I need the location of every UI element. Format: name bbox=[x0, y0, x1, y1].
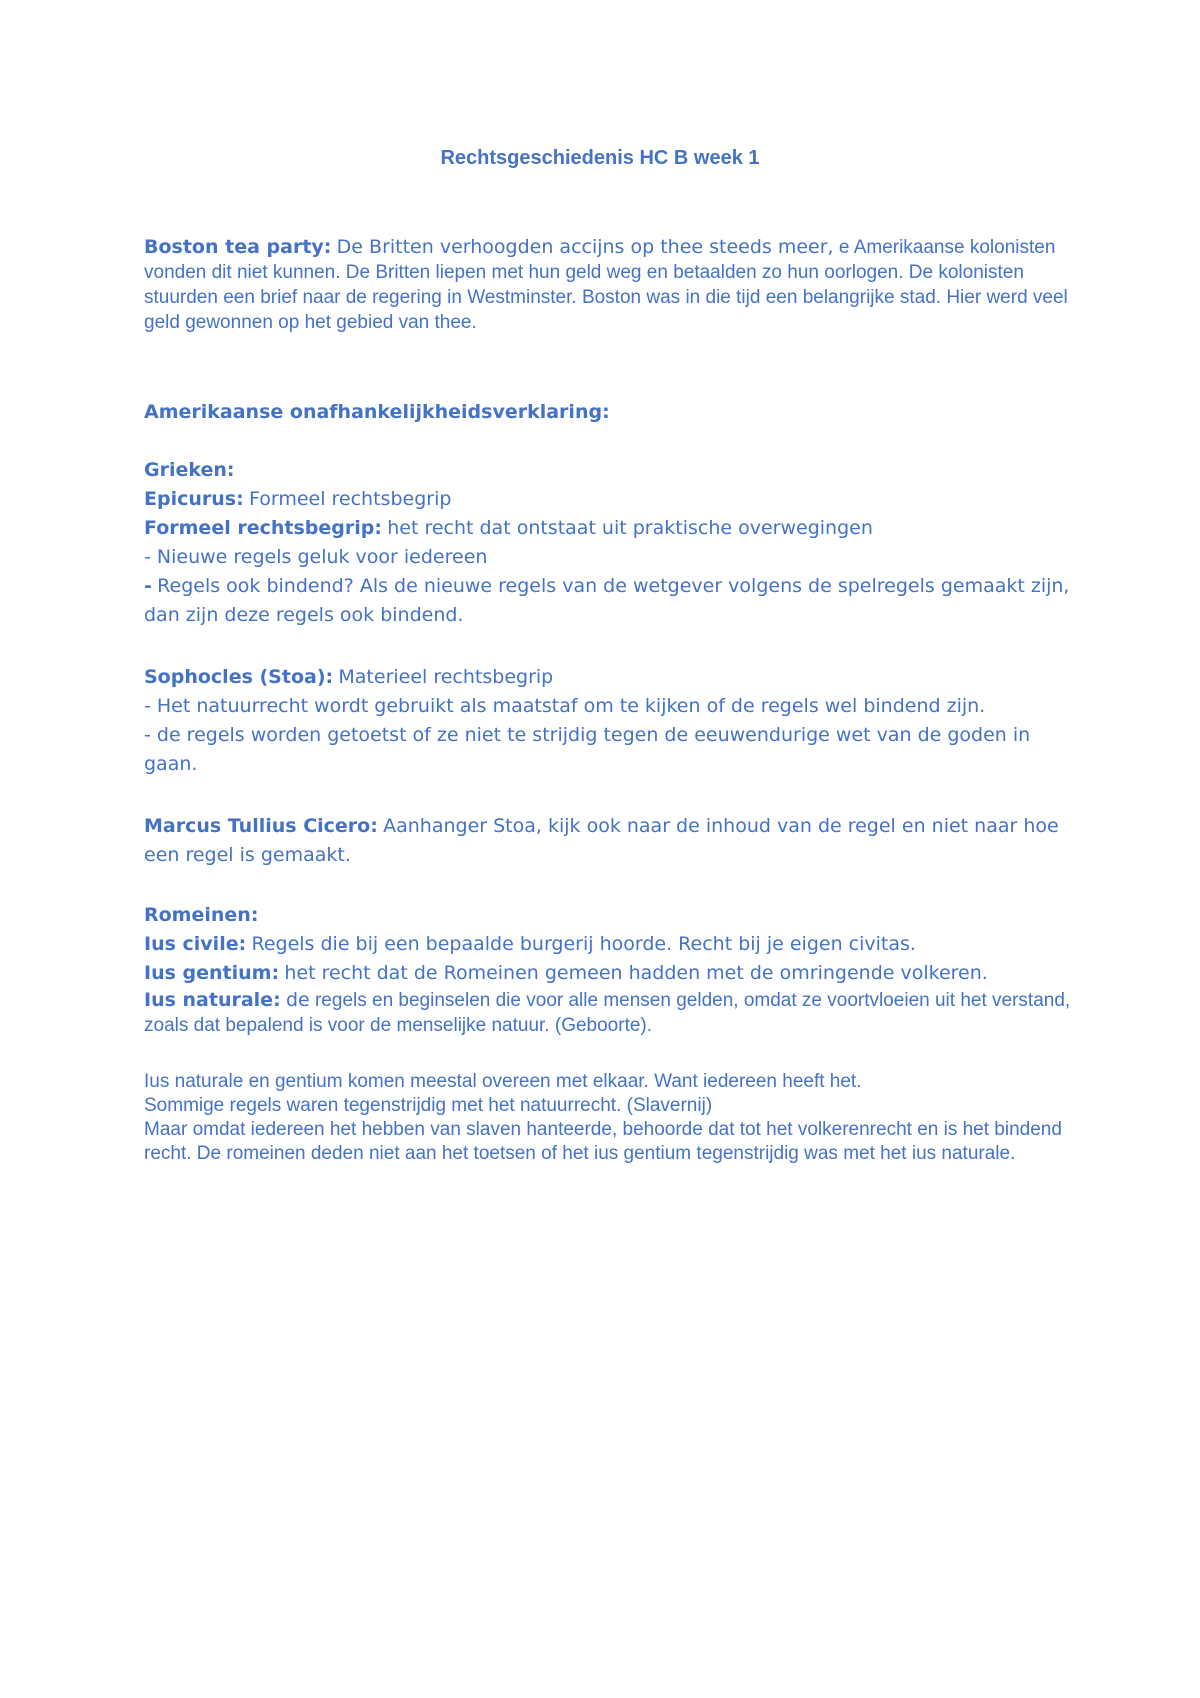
grieken-bullet-2 bbox=[144, 572, 1074, 630]
formeel-line bbox=[144, 514, 1074, 543]
epicurus-text: Formeel rechtsbegrip bbox=[248, 488, 452, 510]
sophocles-text: Materieel rechtsbegrip bbox=[338, 666, 554, 688]
ius-civile-label: Ius civile: bbox=[144, 933, 247, 955]
grieken-section bbox=[144, 456, 1074, 630]
ius-gentium-text: het recht dat de Romeinen gemeen hadden met de omringende volkeren. bbox=[284, 962, 988, 984]
amerikaanse-heading-block bbox=[144, 399, 1074, 426]
sophocles-bullet-1: - Het natuurrecht wordt gebruikt als maatstaf om te kijken of de regels wel bindend zijn. bbox=[144, 695, 986, 717]
grieken-bullet-1: - Nieuwe regels geluk voor iedereen bbox=[144, 546, 488, 568]
boston-intro: De Britten verhoogden accijns op thee steeds meer, bbox=[336, 236, 834, 258]
sophocles-bullet-2: - de regels worden getoetst of ze niet te strijdig tegen de eeuwendurige wet van de goden in gaan. bbox=[144, 724, 1031, 775]
romeinen-section bbox=[144, 901, 1074, 1038]
boston-text: e Amerikaanse kolonisten vonden dit niet kunnen. De Britten liepen met hun geld weg en betaalden zo hun oorlogen. De kolonisten stuurden een brief naar de regering in Westminster. Boston was in die tijd een belangrijke stad. Hier werd veel geld gewonnen op het gebied van thee. bbox=[144, 237, 1068, 333]
amerikaanse-heading: Amerikaanse onafhankelijkheidsverklaring: bbox=[144, 401, 610, 423]
cicero-paragraph bbox=[144, 812, 1074, 870]
boston-tea-party-paragraph bbox=[144, 235, 1074, 335]
ius-naturale-label: Ius naturale: bbox=[144, 989, 281, 1011]
romeinen-heading: Romeinen: bbox=[144, 904, 259, 926]
formeel-label: Formeel rechtsbegrip: bbox=[144, 517, 382, 539]
boston-heading: Boston tea party: bbox=[144, 236, 332, 258]
grieken-heading: Grieken: bbox=[144, 459, 235, 481]
sophocles-label: Sophocles (Stoa): bbox=[144, 666, 334, 688]
ius-naturale-paragraph bbox=[144, 988, 1074, 1038]
grieken-bullet-2-text: Regels ook bindend? Als de nieuwe regels van de wetgever volgens de spelregels gemaakt zijn, dan zijn deze regels ook bindend. bbox=[144, 575, 1070, 626]
closing-line-2: Sommige regels waren tegenstrijdig met het natuurrecht. (Slavernij) bbox=[144, 1095, 713, 1116]
cicero-text: Aanhanger Stoa, kijk ook naar de inhoud van de regel en niet naar hoe een regel is gemaakt. bbox=[144, 815, 1059, 866]
sophocles-line bbox=[144, 663, 1074, 692]
closing-line-1: Ius naturale en gentium komen meestal overeen met elkaar. Want iedereen heeft het. bbox=[144, 1071, 862, 1092]
ius-naturale-text: regels en beginselen die voor alle mensen gelden, omdat ze voortvloeien uit het verstand, zoals dat bepalend is voor de menselijke natuur. (Geboorte). bbox=[144, 990, 1071, 1036]
cicero-label: Marcus Tullius Cicero: bbox=[144, 815, 378, 837]
ius-civile-line bbox=[144, 930, 1074, 959]
formeel-text: het recht dat ontstaat uit praktische overwegingen bbox=[387, 517, 873, 539]
sophocles-section bbox=[144, 663, 1074, 779]
ius-naturale-de: de bbox=[285, 989, 310, 1011]
ius-civile-text: Regels die bij een bepaalde burgerij hoorde. Recht bij je eigen civitas. bbox=[251, 933, 916, 955]
ius-gentium-line bbox=[144, 959, 1074, 988]
epicurus-line bbox=[144, 485, 1074, 514]
document-title: Rechtsgeschiedenis HC B week 1 bbox=[440, 147, 760, 169]
closing-paragraph bbox=[144, 1070, 1074, 1166]
epicurus-label: Epicurus: bbox=[144, 488, 244, 510]
closing-line-3: Maar omdat iedereen het hebben van slaven hanteerde, behoorde dat tot het volkerenrecht en is het bindend recht. De romeinen deden niet aan het toetsen of het ius gentium tegenstrijdig was met het ius naturale. bbox=[144, 1119, 1062, 1164]
grieken-bullet-2-dash: - bbox=[144, 575, 152, 597]
ius-gentium-label: Ius gentium: bbox=[144, 962, 280, 984]
